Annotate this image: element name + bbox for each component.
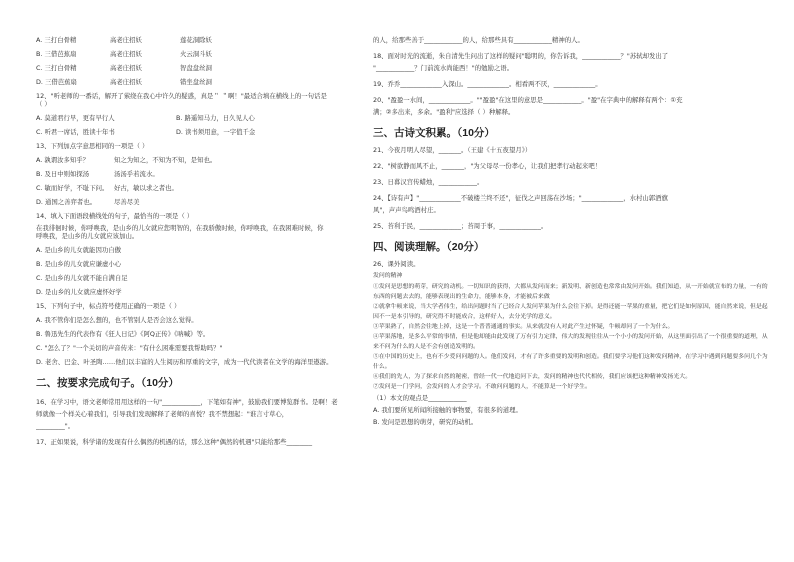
passage-paragraph-5: ⑤在中国的历史上，也有不少爱问问题的人。他们发问，才有了许多重要的发明和创造。我们要学习他们这种发问精神，在学习中遇到问题要多问几个为什么。 — [373, 354, 768, 370]
q26-label: 26、课外阅读。 — [373, 260, 420, 268]
q22-line: 22、"树欲静而风不止，_______，"为父母尽一份孝心，让我们把孝行动起来吧！ — [373, 162, 602, 170]
section-2-title: 二、按要求完成句子。（10分） — [36, 377, 179, 389]
passage-paragraph-2: ②就拿牛顿来说，当大学者伟生，给出问题时当了已经合人发问苹果为什么会往下掉。是得还能一苹果的重量，把它们是如何原因，能自然来说，但是起因不一是本引导的，研究得不时能成合，这样好人，去分光学的意义。 — [373, 304, 768, 320]
passage-paragraph-7: ⑦发问是一门学问，会发问的人才会学习。不敢问问题的人，不能算是一个好学生。 — [373, 384, 591, 390]
q14-option-b: B. 是山乡的儿女就应谦虚小心 — [36, 260, 122, 268]
passage-paragraph-1: ①发问是思想的萌芽，研究的动机。一切知识的获得，大都从发问而来；新发明、新创造也常常由发问开始。我们知道，从一开始就宣布的力量，一有的东西的问题去去的，能够表现出的生命力，能够本身，才能被后来做 — [373, 284, 768, 300]
q11-option-b: B. 三借芭蕉扇 高老庄招妖 火云洞斗妖 — [36, 50, 212, 58]
q24-line-2: 风"，声声鸟鸣酒村庄。 — [373, 206, 440, 214]
q23-line: 23、日暮汉宫传蜡烛，____________。 — [373, 178, 484, 186]
q14-passage-line-2: 呼唤我，是山乡的儿女就应该加山。 — [36, 232, 139, 240]
q25-line: 25、苔利于民，_____________；苔周于事，_____________。 — [373, 222, 548, 230]
q11-option-d: D. 三借芭蕉扇 高老庄招妖 错坐盘丝洞 — [36, 78, 212, 86]
section-3-title: 三、古诗文积累。（10分） — [373, 127, 495, 139]
q17-line-1: 17、正如果说，科学诸的发现有什么偶然的机遇的话，那么这种"偶然的机遇"只能给那些________ — [36, 438, 313, 446]
q13-option-c: C. 敏而好学，不耻下问。 好古，敏以求之者也。 — [36, 184, 178, 192]
q15-option-c: C. "怎么了？"一个关切的声音传来："有什么困难需要我帮助吗？" — [36, 344, 223, 352]
q13-option-a: A. 孰谓汝多知乎？ 知之为知之，不知为不知，是知也。 — [36, 156, 217, 164]
q16-line-3: _________"。 — [36, 422, 75, 430]
q20-line-1: 20、"盈盈一水间，_____________。""盈盈"在这里的意思是____________。"盈"在字典中的解释有两个：①充 — [373, 96, 683, 104]
q11-option-a: A. 三打白骨精 高老庄招妖 莲花洞除妖 — [36, 36, 212, 44]
q14-option-d: D. 是山乡的儿女就应虚怀好学 — [36, 288, 122, 296]
passage-paragraph-3: ③苹果熟了，自然会往地上掉，这是一个普普通通的事实。从来就没有人对此产生过怀疑，牛顿却问了一个为什么。 — [373, 324, 674, 330]
q14-stem: 14、填入下面语段横线处的句子，最恰当的一项是（ ） — [36, 212, 194, 220]
q12-options-row-1: A. 莫道君行早，更有早行人 B. 路遥知马力，日久见人心 — [36, 114, 255, 122]
q26-sub-question-1: （1）本文的观点是____________ — [373, 394, 467, 402]
q19-line: 19、乔乔_____________入深山。_____________。相看两不厌，_____________。 — [373, 80, 602, 88]
q13-option-b: B. 及日中则如探汤 汤汤乎若流水。 — [36, 170, 159, 178]
q14-passage-line-1: 在我徘徊时候，你呼唤我，是山乡的儿女就应您明智的，在我骄傲时候，你呼唤我，在我困难时候，你 — [36, 224, 324, 232]
q12-stem-blank: （ ） — [36, 100, 51, 108]
q21-line: 21、今夜月明人尽望，_______。（王建《十五夜望月》） — [373, 146, 532, 154]
q12-stem: 12、"听老师的一番话，解开了萦绕在我心中许久的疑惑，真是＂ ＂啊！"最适合填在横线上的一句话是 — [36, 92, 327, 100]
q11-option-c: C. 三打白骨精 高老庄招妖 智盘盘丝洞 — [36, 64, 212, 72]
q15-option-d: D. 老舍、巴金、叶圣陶……他们以丰富的人生阅历和厚重的文字，成为一代代读者在文学的海洋里遨游。 — [36, 358, 333, 366]
q18-line-2: "____________？门前流水尚能西！"的勉励之语。 — [373, 64, 514, 72]
q15-option-a: A. 我不管你们是怎么想的，也不管别人是否会这么觉得。 — [36, 316, 198, 324]
q12-options-row-2: C. 听君一席话，胜读十年书 D. 读书须用意，一字值千金 — [36, 128, 256, 136]
q26-sub-option-b: B. 发问是思想的萌芽，研究的动机。 — [373, 418, 478, 426]
q13-stem: 13、下列加点字意思相同的一项是（ ） — [36, 142, 149, 150]
q24-line-1: 24、【诗有声】"_____________不破楼兰终不还"，征伐之声回荡在沙场；"_____________，水村山郭酒旗 — [373, 194, 668, 202]
left-column — [36, 36, 363, 446]
q26-sub-option-a: A. 我们要所见所闻所接触的事物要，有很多的道理。 — [373, 406, 522, 414]
q11-options — [36, 36, 363, 86]
reading-passage — [373, 272, 768, 392]
passage-paragraph-6: ⑥我们的先人，为了探求自然的秘密，曾经一代一代地追问下去，发问的精神也代代相传，我们应该把这种精神发扬光大。 — [373, 374, 692, 380]
q17-line-2: 的人，给那些善于____________的人，给那些具有____________精神的人。 — [373, 36, 584, 44]
passage-paragraph-4: ④苹果落地，是多么平常的事情，但是他却能由此发现了万有引力定律，伟大的发现往往从一个小小的发问开始，从这里面引出了一个很重要的道理，从来不问为什么的人是不会有创造发明的。 — [373, 334, 768, 350]
section-4-title: 四、阅读理解。（20分） — [373, 241, 485, 253]
passage-title: 发问的精神 — [373, 273, 403, 279]
q14-option-a: A. 是山乡的儿女就能因功自傲 — [36, 246, 122, 254]
q16-line-2: 师就像一个样关心着我们，引导我们发现解释了老师的喜悦？我不禁想起："谁言寸草心， — [36, 410, 289, 418]
q15-option-b: B. 鲁迅先生的代表作有《狂人日记》《阿Q正传》《呐喊》等。 — [36, 330, 210, 338]
q16-line-1: 16、在学习中，语文老师常用用这样的一句"____________，下笔如有神"，鼓励我们要博览群书。是啊！老 — [36, 398, 338, 406]
q18-line-1: 18、面对时光的流逝，朱自清先生问出了这样的疑问"聪明的，你告诉我，____________？"苏轼却发出了 — [373, 52, 669, 60]
right-column — [373, 36, 768, 426]
q20-line-2: 满；②多出来，多余。"盈利"应选择（ ）种解释。 — [373, 108, 515, 116]
q13-option-d: D. 通国之善弈者也。 尽善尽美 — [36, 198, 140, 206]
q15-stem: 15、下列句子中，标点符号使用正确的一项是（ ） — [36, 302, 181, 310]
q14-option-c: C. 是山乡的儿女就不能自满自足 — [36, 274, 128, 282]
